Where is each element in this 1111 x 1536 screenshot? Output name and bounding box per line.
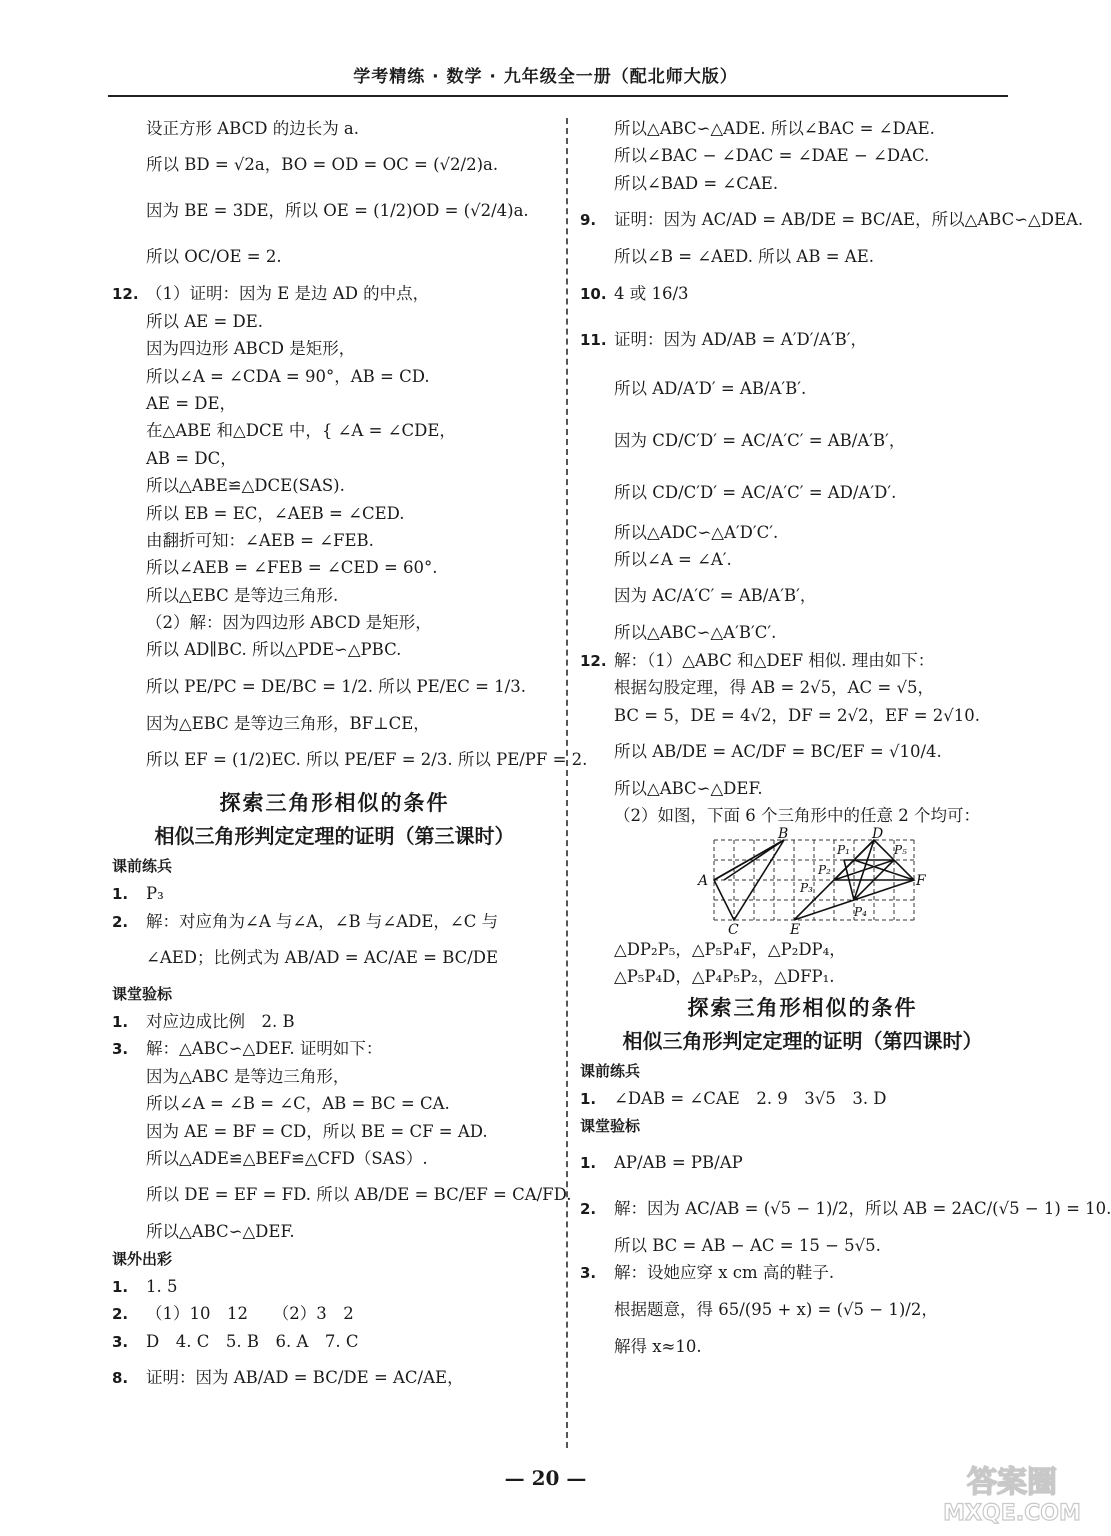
answer-line <box>580 415 1025 467</box>
question-number: 1. <box>112 1013 129 1032</box>
answer-text: BC = 5，DE = 4√2，DF = 2√2，EF = 2√10. <box>614 705 981 725</box>
triangle-grid-diagram <box>694 825 926 938</box>
answer-line <box>580 573 1025 619</box>
answer-line <box>580 1140 1025 1186</box>
section-title: 探索三角形相似的条件 <box>219 791 450 816</box>
label-C: C <box>728 921 739 938</box>
answer-line <box>112 1218 557 1245</box>
answer-line <box>112 188 557 234</box>
question-number: 9. <box>580 211 597 230</box>
answer-text: 对应边成比例 2. B <box>146 1012 295 1032</box>
answer-line <box>580 802 1025 829</box>
answer-text: 由翻折可知：∠AEB = ∠FEB. <box>146 530 374 550</box>
answer-text: AB = DC， <box>146 448 237 468</box>
svg-text:MXQE.COM: MXQE.COM <box>943 1501 1081 1526</box>
answer-text: 所以 AE = DE. <box>146 311 264 331</box>
answer-line <box>112 636 557 663</box>
answer-text: D 4. C 5. B 6. A 7. C <box>146 1331 359 1351</box>
label-A: A <box>698 872 709 889</box>
answer-line <box>112 390 557 417</box>
question-number: 11. <box>580 330 607 349</box>
answer-line <box>580 674 1025 701</box>
page-number: — 20 — <box>504 1466 587 1490</box>
answer-line <box>112 1118 557 1145</box>
answer-text: 所以∠AEB = ∠FEB = ∠CED = 60°. <box>146 558 438 578</box>
answer-line <box>112 664 557 710</box>
classroom-answers-2 <box>580 1140 1111 1360</box>
answer-text: P₃ <box>146 884 164 904</box>
answer-text: 所以 EF = (1/2)EC. 所以 PE/EF = 2/3. 所以 PE/PF = 2. <box>146 750 588 770</box>
svg-text:答案圈: 答案圈 <box>967 1465 1057 1500</box>
answer-text: 所以△ADE≌△BEF≌△CFD（SAS）. <box>146 1148 428 1168</box>
label-F: F <box>916 872 926 889</box>
answer-text: 所以△ABC∽△ADE. 所以∠BAC = ∠DAE. <box>614 119 935 138</box>
answer-line <box>112 1172 572 1218</box>
answer-text: 所以∠B = ∠AED. 所以 AB = AE. <box>614 247 874 267</box>
question-number: 3. <box>112 1332 129 1351</box>
answer-line <box>580 467 1025 519</box>
answer-text: 所以∠A = ∠A′. <box>614 549 732 569</box>
answer-line <box>112 737 588 783</box>
answer-line <box>580 243 1025 270</box>
grid-figure <box>580 825 1025 938</box>
answer-text: 所以 BC = AB − AC = 15 − 5√5. <box>614 1235 881 1255</box>
answer-text: 所以△ABC∽△A′B′C′. <box>614 623 777 643</box>
answer-line <box>580 702 1025 729</box>
answer-text: 解：（1）△ABC 和△DEF 相似. 理由如下： <box>614 650 935 670</box>
answer-text: （1）证明：因为 E 是边 AD 的中点， <box>146 284 430 304</box>
answer-line <box>580 1259 1025 1286</box>
section-subtitle-2: 相似三角形判定定理的证明（第四课时） <box>622 1029 983 1054</box>
answer-line <box>112 1008 557 1035</box>
answer-line <box>580 546 1025 573</box>
answer-line <box>112 308 557 335</box>
answer-text: 解得 x≈10. <box>614 1336 702 1356</box>
question-number: 10. <box>580 284 607 303</box>
answer-text: 所以∠BAD = ∠CAE. <box>614 173 779 193</box>
right-column <box>580 115 1111 1360</box>
label-P2: P₂ <box>818 862 831 877</box>
answer-text: 4 或 16/3 <box>614 283 689 303</box>
answer-text: 因为△EBC 是等边三角形，BF⊥CE， <box>146 713 430 733</box>
answer-text: 根据勾股定理，得 AB = 2√5，AC = √5， <box>614 678 934 698</box>
answer-line <box>580 1186 1111 1232</box>
pre-practice-label-2: 课前练兵 <box>580 1062 641 1081</box>
answer-line <box>112 115 557 142</box>
answer-text: 所以∠BAC − ∠DAC = ∠DAE − ∠DAC. <box>614 146 930 166</box>
question-number: 1. <box>580 1153 597 1172</box>
answer-text: △DP₂P₅，△P₅P₄F，△P₂DP₄， <box>614 939 846 959</box>
answer-text: 证明：因为 AC/AD = AB/DE = BC/AE，所以△ABC∽△DEA. <box>614 210 1084 230</box>
answer-text: ∠AED；比例式为 AB/AD = AC/AE = BC/DE <box>146 948 499 968</box>
answer-text: 所以△ABC∽△DEF. <box>614 778 763 798</box>
answer-text: 所以 EB = EC，∠AEB = ∠CED. <box>146 503 405 523</box>
answer-line <box>112 609 557 636</box>
question-number: 1. <box>112 1277 129 1296</box>
question-number: 2. <box>112 912 129 931</box>
label-P1: P₁ <box>837 842 850 857</box>
label-P4: P₄ <box>854 904 867 919</box>
answer-text: 设正方形 ABCD 的边长为 a. <box>146 119 360 138</box>
answer-line <box>580 963 1025 990</box>
figure-answers <box>580 936 1025 991</box>
answer-line <box>580 197 1084 243</box>
answer-line <box>112 335 557 362</box>
answer-text: 所以△EBC 是等边三角形. <box>146 585 339 605</box>
answer-text: △P₅P₄D，△P₄P₅P₂，△DFP₁. <box>614 967 835 987</box>
answer-text: 因为 AE = BF = CD，所以 BE = CF = AD. <box>146 1121 488 1141</box>
answer-text: 所以 AD/A′D′ = AB/A′B′. <box>614 378 807 398</box>
pre-practice-answers-2 <box>580 1085 1025 1112</box>
answer-line <box>112 1145 557 1172</box>
answer-line <box>580 775 1025 802</box>
answer-line <box>112 1355 557 1401</box>
answer-text: 所以∠A = ∠CDA = 90°，AB = CD. <box>146 366 430 386</box>
question-number: 3. <box>580 1264 597 1283</box>
left-column <box>112 115 588 1401</box>
answer-text: 在△ABE 和△DCE 中，{ ∠A = ∠CDE， <box>146 421 456 441</box>
answer-text: 所以 AB/DE = AC/DF = BC/EF = √10/4. <box>614 741 942 761</box>
section-subtitle: 相似三角形判定定理的证明（第三课时） <box>154 824 515 849</box>
answer-text: 因为△ABC 是等边三角形， <box>146 1066 350 1086</box>
answer-line <box>580 142 1025 169</box>
question-number: 1. <box>112 885 129 904</box>
answer-line <box>580 936 1025 963</box>
extension-label: 课外出彩 <box>112 1249 173 1268</box>
question-number: 8. <box>112 1368 129 1387</box>
answer-text: 1. 5 <box>146 1276 178 1296</box>
answer-line <box>112 363 557 390</box>
label-E: E <box>790 921 801 938</box>
answer-line <box>580 271 1025 317</box>
answer-line <box>112 142 557 188</box>
answer-line <box>112 472 557 499</box>
answer-text: 所以 BD = √2a，BO = OD = OC = (√2/2)a. <box>146 155 499 175</box>
answer-line <box>112 554 557 581</box>
answer-text: （2）解：因为四边形 ABCD 是矩形， <box>146 613 432 633</box>
answer-line <box>580 1287 1025 1333</box>
answer-text: 所以△ABC∽△DEF. <box>146 1222 295 1242</box>
answer-line <box>580 1232 1025 1259</box>
label-P3: P₃ <box>800 880 813 895</box>
question-number: 12. <box>580 651 607 670</box>
answer-text: 所以△ADC∽△A′D′C′. <box>614 522 779 542</box>
label-D: D <box>872 825 884 842</box>
answer-text: 因为 BE = 3DE，所以 OE = (1/2)OD = (√2/4)a. <box>146 201 529 221</box>
answer-line <box>112 908 557 935</box>
left-lines <box>112 115 588 783</box>
pre-practice-label: 课前练兵 <box>112 857 173 876</box>
question-number: 2. <box>580 1199 597 1218</box>
answer-line <box>112 1328 557 1355</box>
answer-line <box>112 445 557 472</box>
answer-line <box>112 1273 557 1300</box>
answer-text: 所以 OC/OE = 2. <box>146 247 282 267</box>
classroom-answers <box>112 1008 572 1246</box>
answer-text: 所以∠A = ∠B = ∠C，AB = BC = CA. <box>146 1094 450 1114</box>
answer-line <box>112 710 557 737</box>
answer-line <box>112 1063 557 1090</box>
answer-text: 解：△ABC∽△DEF. 证明如下： <box>146 1039 383 1059</box>
question-number: 12. <box>112 285 139 304</box>
answer-line <box>112 234 557 280</box>
answer-line <box>112 1035 557 1062</box>
answer-text: 解：设她应穿 x cm 高的鞋子. <box>614 1263 835 1283</box>
answer-line <box>580 317 1025 363</box>
classroom-label-2: 课堂验标 <box>580 1116 641 1135</box>
question-number: 3. <box>112 1040 129 1059</box>
answer-text: 因为 AC/A′C′ = AB/A′B′， <box>614 586 817 606</box>
answer-text: 解：对应角为∠A 与∠A，∠B 与∠ADE，∠C 与 <box>146 911 499 931</box>
answer-line <box>112 500 557 527</box>
question-number: 1. <box>580 1090 597 1109</box>
answer-line <box>580 519 1025 546</box>
answer-line <box>112 280 557 307</box>
answer-line <box>112 935 557 981</box>
section-title-2: 探索三角形相似的条件 <box>687 996 918 1021</box>
answer-text: AE = DE， <box>146 393 237 413</box>
answer-text: 所以 CD/C′D′ = AC/A′C′ = AD/A′D′. <box>614 482 897 502</box>
answer-line <box>580 1085 1025 1112</box>
answer-line <box>112 527 557 554</box>
answer-line <box>112 582 557 609</box>
answer-line <box>112 880 557 907</box>
question-number: 2. <box>112 1305 129 1324</box>
answer-text: 根据题意，得 65/(95 + x) = (√5 − 1)/2， <box>614 1299 938 1319</box>
answer-line <box>580 363 1025 415</box>
answer-line <box>112 1300 557 1327</box>
answer-text: 解：因为 AC/AB = (√5 − 1)/2，所以 AB = 2AC/(√5 − 1) = 10. <box>614 1198 1111 1218</box>
watermark-logo <box>943 1456 1081 1526</box>
classroom-label: 课堂验标 <box>112 985 173 1004</box>
answer-line <box>580 1333 1025 1360</box>
answer-text: 所以 AD∥BC. 所以△PDE∽△PBC. <box>146 640 402 660</box>
header-rule <box>108 95 1008 97</box>
answer-text: 证明：因为 AD/AB = A′D′/A′B′， <box>614 329 868 349</box>
answer-line <box>580 619 1025 646</box>
answer-text: AP/AB = PB/AP <box>614 1152 743 1172</box>
answer-line <box>112 417 557 444</box>
answer-text: （2）如图，下面 6 个三角形中的任意 2 个均可： <box>614 806 980 826</box>
extension-answers <box>112 1273 557 1401</box>
answer-text: ∠DAB = ∠CAE 2. 9 3√5 3. D <box>614 1089 887 1109</box>
answer-text: 证明：因为 AB/AD = BC/DE = AC/AE， <box>146 1367 464 1387</box>
answer-text: （1）10 12 （2）3 2 <box>146 1304 354 1324</box>
label-P5: P₅ <box>894 842 907 857</box>
answer-text: 因为 CD/C′D′ = AC/A′C′ = AB/A′B′， <box>614 430 906 450</box>
answer-line <box>580 115 1025 142</box>
answer-text: 所以 DE = EF = FD. 所以 AB/DE = BC/EF = CA/FD. <box>146 1185 572 1205</box>
answer-line <box>580 647 1025 674</box>
answer-text: 所以 PE/PC = DE/BC = 1/2. 所以 PE/EC = 1/3. <box>146 676 526 696</box>
page-header: 学考精练 · 数学 · 九年级全一册（配北师大版） <box>353 67 738 87</box>
label-B: B <box>778 825 789 842</box>
answer-line <box>112 1090 557 1117</box>
answer-line <box>580 729 1025 775</box>
pre-practice-answers <box>112 880 557 981</box>
answer-text: 因为四边形 ABCD 是矩形， <box>146 339 356 359</box>
right-lines <box>580 115 1084 830</box>
answer-text: 所以△ABE≌△DCE(SAS). <box>146 476 345 496</box>
answer-line <box>580 170 1025 197</box>
